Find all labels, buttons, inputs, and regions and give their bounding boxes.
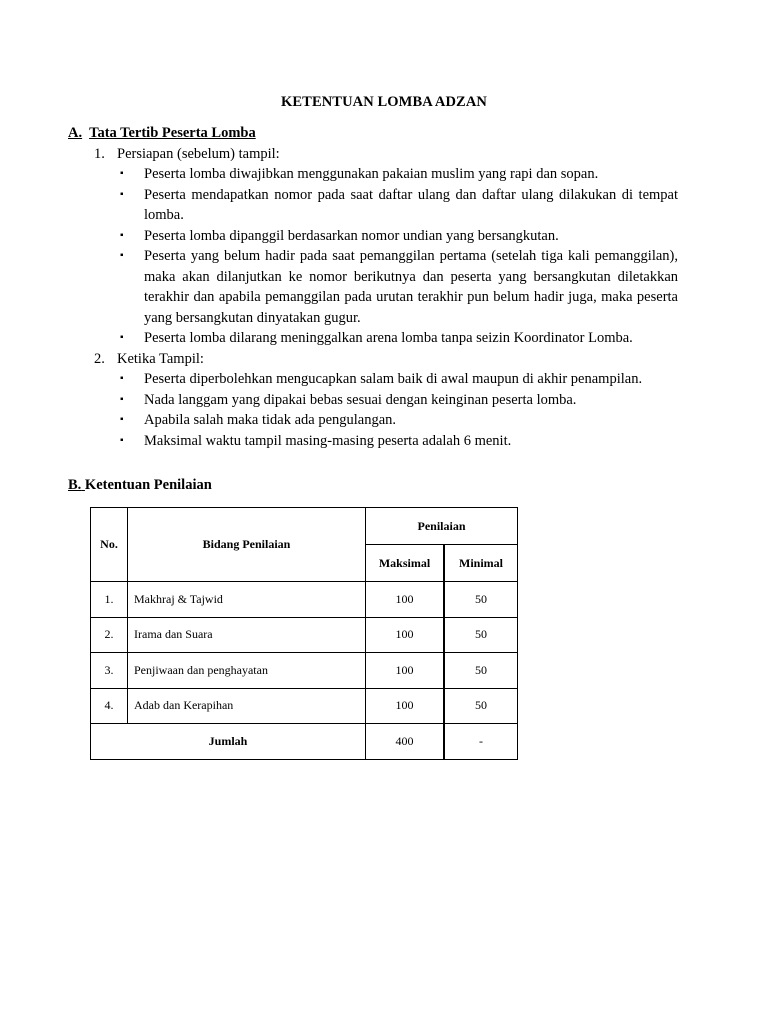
bullet-list <box>68 164 678 349</box>
bullet-icon: ▪ <box>120 414 124 425</box>
bullet-icon: ▪ <box>120 373 124 384</box>
table-row <box>91 653 518 689</box>
section-a <box>68 123 678 451</box>
section-a-title: Tata Tertib Peserta Lomba <box>89 125 256 141</box>
bullet-icon: ▪ <box>120 250 124 261</box>
bullet-text: Peserta lomba dipanggil berdasarkan nomor undian yang bersangkutan. <box>144 227 559 244</box>
bullet-text: Peserta lomba diwajibkan menggunakan pakaian muslim yang rapi dan sopan. <box>144 166 599 182</box>
total-maksimal: 400 <box>366 724 445 760</box>
bullet-item <box>68 390 678 411</box>
bullet-text: Maksimal waktu tampil masing-masing peserta adalah 6 menit. <box>144 432 512 449</box>
document-title: KETENTUAN LOMBA ADZAN <box>281 94 487 110</box>
header-no: No. <box>91 508 128 582</box>
table-header-row <box>91 508 518 545</box>
header-bidang: Bidang Penilaian <box>128 508 366 582</box>
list-number: 1. <box>94 145 105 162</box>
total-label: Jumlah <box>91 724 366 760</box>
header-minimal: Minimal <box>444 545 518 582</box>
bullet-item <box>68 328 678 349</box>
cell-minimal: 50 <box>444 653 518 689</box>
bullet-icon: ▪ <box>120 393 124 405</box>
table-row <box>91 617 518 653</box>
bullet-text: Peserta yang belum hadir pada saat pemanggilan pertama (setelah tiga kali pemanggilan), maka akan dilanjutkan ke nomor berikutnya dan peserta yang bersangkutan diletakkan terakhir dan apabila pemanggilan pada urutan terakhir pun belum hadir juga, maka peserta yang bersangkutan dinyatakan gugur. <box>144 248 678 326</box>
bullet-item <box>68 226 678 247</box>
cell-bidang: Irama dan Suara <box>128 617 366 653</box>
bullet-icon: ▪ <box>120 188 124 200</box>
section-b-title: Ketentuan Penilaian <box>84 477 212 493</box>
bullet-item <box>68 164 678 185</box>
bullet-item <box>68 369 678 390</box>
table-row <box>91 582 518 618</box>
cell-maksimal: 100 <box>366 688 445 724</box>
cell-no: 2. <box>91 617 128 653</box>
cell-maksimal: 100 <box>366 582 445 618</box>
cell-bidang: Makhraj & Tajwid <box>128 582 366 618</box>
scoring-table <box>90 507 518 760</box>
cell-minimal: 50 <box>444 582 518 618</box>
cell-bidang: Penjiwaan dan penghayatan <box>128 653 366 689</box>
cell-maksimal: 100 <box>366 653 445 689</box>
cell-minimal: 50 <box>444 617 518 653</box>
header-penilaian: Penilaian <box>366 508 518 545</box>
section-b-heading <box>68 477 212 494</box>
bullet-item <box>68 410 678 431</box>
bullet-text: Peserta diperbolehkan mengucapkan salam baik di awal maupun di akhir penampilan. <box>144 371 643 387</box>
bullet-text: Nada langgam yang dipakai bebas sesuai dengan keinginan peserta lomba. <box>144 391 577 408</box>
cell-no: 4. <box>91 688 128 724</box>
section-a-letter: A. <box>68 125 83 141</box>
bullet-list <box>68 369 678 451</box>
table-row <box>91 688 518 724</box>
cell-minimal: 50 <box>444 688 518 724</box>
bullet-item <box>68 185 678 226</box>
bullet-item <box>68 246 678 328</box>
bullet-icon: ▪ <box>120 168 124 179</box>
bullet-text: Peserta lomba dilarang meninggalkan arena lomba tanpa seizin Koordinator Lomba. <box>144 330 633 346</box>
list-item-label: Persiapan (sebelum) tampil: <box>117 145 280 162</box>
section-a-heading <box>68 123 678 144</box>
cell-no: 1. <box>91 582 128 618</box>
bullet-icon: ▪ <box>120 229 124 241</box>
list-item <box>68 349 678 370</box>
rules-list <box>68 144 678 452</box>
total-minimal: - <box>444 724 518 760</box>
cell-bidang: Adab dan Kerapihan <box>128 688 366 724</box>
section-b-letter: B. <box>68 477 82 493</box>
bullet-item <box>68 431 678 452</box>
list-number: 2. <box>94 350 105 367</box>
list-item-label: Ketika Tampil: <box>117 350 204 367</box>
table-total-row <box>91 724 518 760</box>
bullet-text: Apabila salah maka tidak ada pengulangan. <box>144 412 397 428</box>
cell-maksimal: 100 <box>366 617 445 653</box>
bullet-text: Peserta mendapatkan nomor pada saat daftar ulang dan daftar ulang dilakukan di tempat lomba. <box>144 186 678 223</box>
bullet-icon: ▪ <box>120 434 124 446</box>
bullet-icon: ▪ <box>120 332 124 343</box>
header-maksimal: Maksimal <box>366 545 445 582</box>
list-item <box>68 144 678 165</box>
cell-no: 3. <box>91 653 128 689</box>
